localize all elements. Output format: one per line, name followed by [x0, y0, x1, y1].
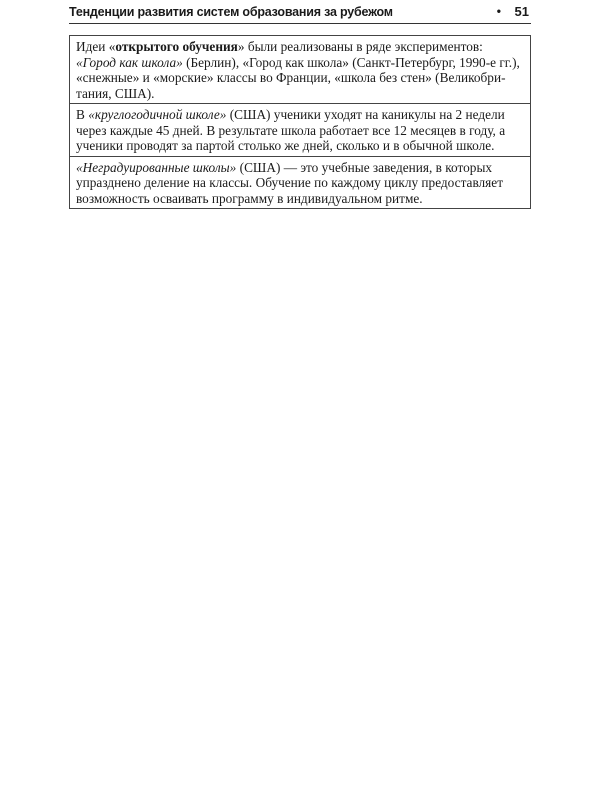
text-segment: Идеи «	[76, 39, 116, 54]
text-segment: (США) ученики уходят на каникулы на 2 недели через каждые 45 дней. В результате школа работает все 12 месяцев в году, а ученики проводят за партой столько же дней, сколько и в обычной школе.	[76, 107, 506, 153]
text-segment-italic: «круглогодичной школе»	[88, 107, 227, 122]
box-row-year-round-school	[70, 104, 530, 157]
info-box-table	[69, 35, 531, 209]
text-segment-italic: «Город как школа»	[76, 54, 183, 70]
text-segment: (США) — это учебные заведения, в которых упразднено деление на классы. Обучение по каждому циклу предоставляет возможность осваивать программу в индивидуальном ритме.	[76, 159, 504, 206]
text-segment-bold: открытого обучения	[115, 39, 238, 54]
running-header	[69, 3, 531, 24]
running-header-title: Тенденции развития систем образования за рубежом	[69, 5, 393, 19]
page-number: 51	[514, 4, 529, 19]
box-row-text	[76, 107, 524, 154]
box-row-text	[76, 160, 524, 207]
text-segment-italic: «Неградуированные школы»	[76, 159, 237, 175]
box-row-open-learning	[70, 36, 530, 104]
box-row-nongraded-schools	[70, 157, 530, 209]
text-segment: » были реализованы в ряде экспериментов:	[237, 39, 483, 54]
text-segment: (Берлин), «Город как школа» (Санкт-Петербург, 1990-е гг.), «снежные» и «морские» классы во Франции, «школа без стен» (Великобри-тания, США).	[76, 54, 520, 101]
running-header-bullet: •	[496, 4, 501, 18]
box-row-text	[76, 39, 524, 101]
text-segment: В	[76, 107, 89, 122]
